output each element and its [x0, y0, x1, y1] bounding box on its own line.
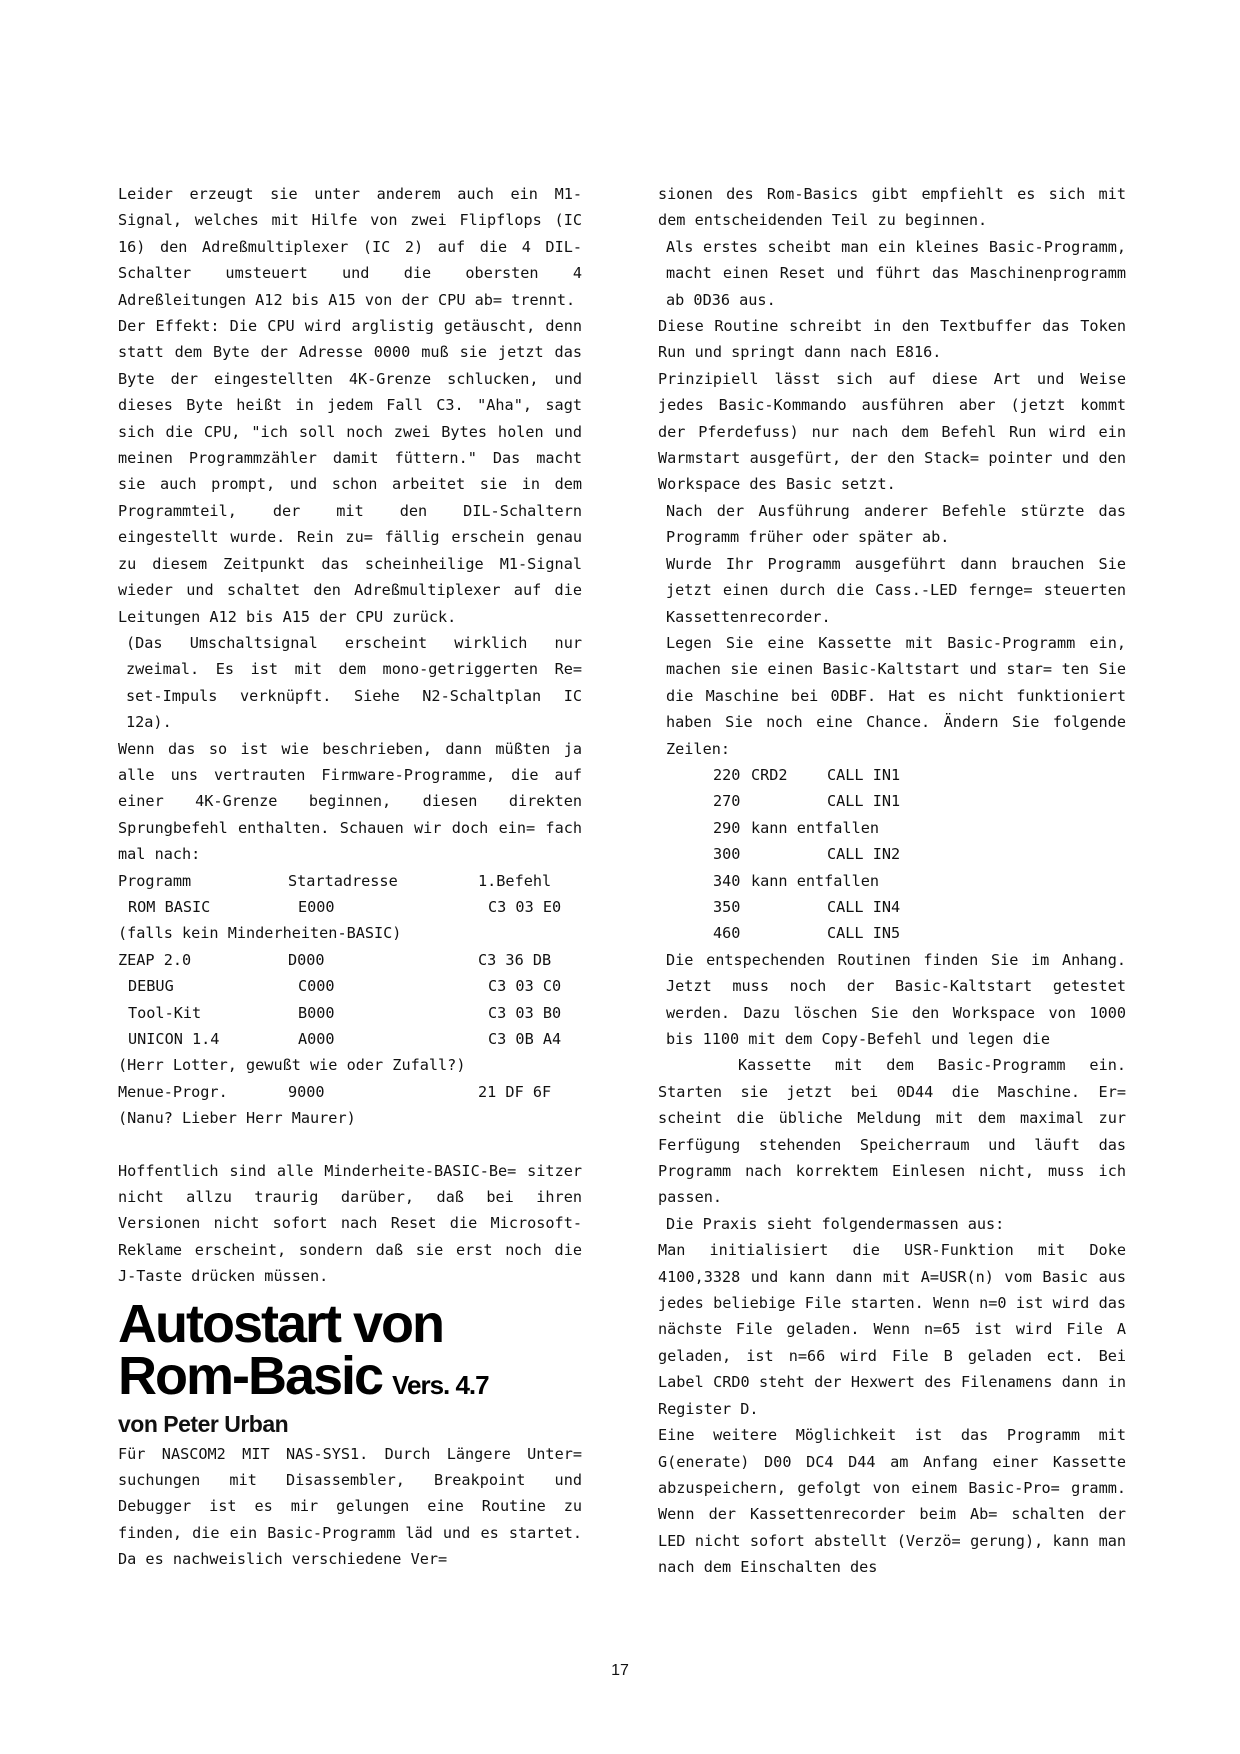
paragraph: Der Effekt: Die CPU wird arglistig getäuscht, denn statt dem Byte der Adresse 0000 muß sie jetzt das Byte der eingestellten 4K-Grenze schlucken, und dieses Byte heißt in jedem Fall C3. "Aha", sagt sich die CPU, "ich soll noch zwei Bytes holen und meinen Programmzähler damit füttern." Das macht sie auch prompt, und schon arbeitet sie in dem Programmteil, der mit den DIL-Schaltern eingestellt wurde. Rein zu= fällig erschein genau zu diesem Zeitpunkt das scheinheilige M1-Signal wieder und schaltet den Adreßmultiplexer auf die Leitungen A12 bis A15 der CPU zurück.: [118, 317, 582, 626]
paragraph: (Das Umschaltsignal erscheint wirklich nur zweimal. Es ist mit dem mono-getriggerten Re= set-Impuls verknüpft. Siehe N2-Schaltplan IC 12a).: [126, 633, 582, 732]
table-row: [118, 1026, 561, 1052]
code-line: [713, 788, 900, 814]
program-name: ZEAP 2.0: [118, 950, 192, 969]
spacer: [118, 1132, 582, 1158]
program-name: UNICON 1.4: [128, 1030, 220, 1048]
first-instruction: 21 DF 6F: [478, 1082, 552, 1101]
page-number: 17: [611, 1662, 629, 1679]
paragraph: Man initialisiert die USR-Funktion mit Doke 4100,3328 und kann dann mit A=USR(n) vom Basic aus jedes beliebige File starten. Wenn n=0 ist wird das nächste File geladen. Wenn n=65 ist wird File A geladen, ist n=66 wird File B geladen ect. Bei Label CRD0 steht der Hexwert des Filenamens dann in Register D.: [658, 1241, 1126, 1418]
start-address: B000: [298, 1003, 335, 1022]
line-label: CRD2: [751, 765, 788, 784]
code-line: [713, 920, 900, 946]
article-title-line-1: Autostart von: [118, 1293, 443, 1354]
first-instruction: C3 03 C0: [488, 977, 562, 996]
left-column: [118, 181, 582, 1573]
article-version: Vers. 4.7: [392, 1369, 489, 1400]
paragraph: Als erstes scheibt man ein kleines Basic-Programm, macht einen Reset und führt das Maschinenprogramm ab 0D36 aus.: [666, 237, 1126, 309]
line-instruction: CALL IN4: [827, 897, 901, 916]
line-instruction: CALL IN1: [827, 792, 901, 811]
line-instruction: CALL IN2: [827, 845, 901, 864]
article-author: von Peter Urban: [118, 1410, 289, 1437]
article-heading: [118, 1293, 582, 1437]
paragraph: Nach der Ausführung anderer Befehle stürzte das Programm früher oder später ab.: [666, 501, 1126, 547]
article-title-line-2: [118, 1345, 582, 1411]
line-label: [751, 894, 827, 920]
program-name: Tool-Kit: [128, 1003, 202, 1022]
first-instruction: C3 0B A4: [488, 1030, 562, 1048]
code-lines: [713, 762, 900, 947]
line-number: 270: [713, 792, 741, 811]
paragraph: Kassette mit dem Basic-Programm ein. Starten sie jetzt bei 0D44 die Maschine. Er= scheint die übliche Meldung mit dem maximal zur Ferfügung stehenden Speicherraum und läuft das Programm nach korrektem Einlesen nicht, muss ich passen.: [658, 1056, 1126, 1207]
table-row: [118, 1079, 561, 1105]
line-label: [751, 788, 827, 814]
line-number: 340: [713, 871, 741, 890]
line-label: [751, 920, 827, 946]
start-address: 9000: [288, 1082, 325, 1101]
paragraph: Prinzipiell lässt sich auf diese Art und Weise jedes Basic-Kommando ausführen aber (jetzt kommt der Pferdefuss) nur nach dem Befehl Run wird ein Warmstart ausgefürt, der den Stack= pointer und den Workspace des Basic setzt.: [658, 369, 1126, 494]
paragraph: Leider erzeugt sie unter anderem auch ein M1-Signal, welches mit Hilfe von zwei Flipflops (IC 16) den Adreßmultiplexer (IC 2) auf die 4 DIL-Schalter umsteuert und die obersten 4 Adreßleitungen A12 bis A15 von der CPU ab= trennt.: [118, 185, 582, 309]
first-instruction: C3 03 B0: [488, 1003, 562, 1022]
paragraph: Die Praxis sieht folgendermassen aus:: [666, 1214, 1005, 1233]
paragraph: sionen des Rom-Basics gibt empfiehlt es sich mit dem entscheidenden Teil zu beginnen.: [658, 185, 1126, 230]
line-number: 350: [713, 897, 741, 916]
table-header-row: [118, 868, 561, 894]
start-address: E000: [298, 897, 335, 916]
paragraph: Die entspechenden Routinen finden Sie im Anhang. Jetzt muss noch der Basic-Kaltstart getestet werden. Dazu löschen Sie den Workspace von 1000 bis 1100 mit dem Copy-Befehl und legen die: [666, 950, 1126, 1048]
table-row: [118, 894, 561, 920]
code-line: [713, 868, 900, 894]
code-line: [713, 841, 900, 867]
line-number: 460: [713, 924, 741, 943]
table-note-row: [118, 1105, 561, 1131]
article-title-text: Rom-Basic: [118, 1345, 383, 1406]
first-instruction: C3 03 E0: [488, 897, 562, 916]
program-name: DEBUG: [128, 977, 174, 996]
right-column: [658, 181, 1126, 1581]
table-note: (Nanu? Lieber Herr Maurer): [118, 1109, 356, 1128]
line-instruction: CALL IN5: [827, 924, 901, 943]
start-address: A000: [298, 1030, 335, 1048]
table-note-row: [118, 1052, 561, 1078]
table-row: [118, 1000, 561, 1026]
paragraph: Hoffentlich sind alle Minderheite-BASIC-Be= sitzer nicht allzu traurig darüber, daß bei ihren Versionen nicht sofort nach Reset die Microsoft-Reklame erscheint, sondern daß sie erst noch die J-Taste drücken müssen.: [118, 1161, 582, 1286]
paragraph: Diese Routine schreibt in den Textbuffer das Token Run und springt dann nach E816.: [658, 317, 1126, 362]
line-instruction: CALL IN1: [827, 765, 901, 784]
line-number: 300: [713, 845, 741, 864]
line-number: 290: [713, 818, 741, 837]
article-intro: Für NASCOM2 MIT NAS-SYS1. Durch Längere Unter= suchungen mit Disassembler, Breakpoint und Debugger ist es mir gelungen eine Routine zu finden, die ein Basic-Programm läd und es startet. Da es nachweislich verschiedene Ver=: [118, 1444, 582, 1569]
line-label: [751, 841, 827, 867]
table-note: (Herr Lotter, gewußt wie oder Zufall?): [118, 1056, 466, 1075]
start-address: C000: [298, 977, 335, 996]
code-line: [713, 762, 900, 788]
code-line: [713, 894, 900, 920]
line-label: kann entfallen: [751, 871, 880, 890]
line-number: 220: [713, 765, 741, 784]
code-line: [713, 815, 900, 841]
firmware-table: [118, 868, 561, 1132]
column-header: Programm: [118, 871, 192, 890]
line-label: kann entfallen: [751, 818, 880, 837]
table-row: [118, 947, 561, 973]
table-note-row: [118, 920, 561, 946]
table-note: (falls kein Minderheiten-BASIC): [118, 924, 402, 943]
column-header: 1.Befehl: [478, 871, 552, 890]
paragraph: Legen Sie eine Kassette mit Basic-Programm ein, machen sie einen Basic-Kaltstart und star= ten Sie die Maschine bei 0DBF. Hat es nicht funktioniert haben Sie noch eine Chance. Ändern Sie folgende Zeilen:: [666, 633, 1126, 758]
paragraph: Eine weitere Möglichkeit ist das Programm mit G(enerate) D00 DC4 D44 am Anfang einer Kassette abzuspeichern, gefolgt von einem Basic-Pro= gramm. Wenn der Kassettenrecorder beim Ab= schalten der LED nicht sofort abstellt (Verzö= gerung), kann man nach dem Einschalten des: [658, 1426, 1126, 1577]
program-name: Menue-Progr.: [118, 1082, 228, 1101]
column-header: Startadresse: [288, 871, 398, 890]
first-instruction: C3 36 DB: [478, 950, 552, 969]
program-name: ROM BASIC: [128, 897, 211, 916]
paragraph: Wurde Ihr Programm ausgeführt dann brauchen Sie jetzt einen durch die Cass.-LED fernge= steuerten Kassettenrecorder.: [666, 554, 1126, 626]
table-row: [118, 973, 561, 999]
paragraph: Wenn das so ist wie beschrieben, dann müßten ja alle uns vertrauten Firmware-Programme, die auf einer 4K-Grenze beginnen, diesen direkten Sprungbefehl enthalten. Schauen wir doch ein= fach mal nach:: [118, 739, 582, 864]
start-address: D000: [288, 950, 325, 969]
